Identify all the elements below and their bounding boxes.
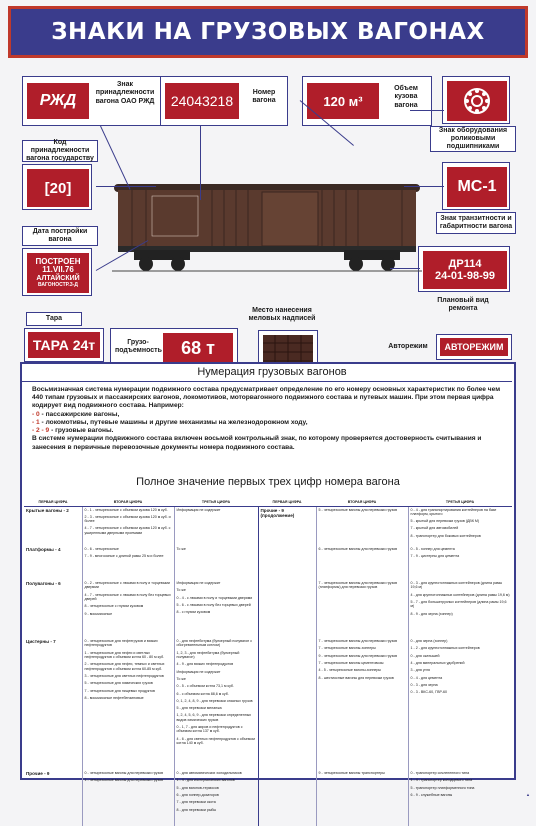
cell-line: 4 - 5 - четырехосные вагоны-хопперы — [318, 668, 381, 673]
cell-line: 0 - 1, 7 - для жиров и нефтепродуктов с объемом котла 137 м куб. — [176, 725, 243, 734]
cell-line: 5 - 7 - для большегрузных контейнеров (длина рамы 19,6 м) — [410, 599, 507, 609]
cell-line: 8 - для перевозки рыбы — [176, 807, 217, 812]
table-cell — [82, 638, 174, 770]
state-label: Код принадлежности вагона государству — [22, 140, 98, 162]
cell-line: 4 - 6 - для светлых нефтепродуктов с объемом котла 140 м куб. — [176, 736, 255, 745]
item-text: - локомотивы, путевые машины и другие механизмы на железнодорожном ходу, — [39, 418, 308, 426]
table-cell — [316, 770, 408, 826]
table-cell — [316, 580, 408, 638]
cell-line: То же — [176, 547, 186, 551]
numbering-item-0 — [32, 411, 507, 419]
page-title: ЗНАКИ НА ГРУЗОВЫХ ВАГОНАХ — [51, 19, 485, 45]
bearing-icon — [462, 86, 492, 116]
autoregime-label: Авторежим — [388, 342, 428, 350]
capacity-value: 68 т — [163, 333, 233, 363]
table-cell — [82, 770, 174, 826]
cell-line: 0 - 4 - для цемента — [410, 675, 443, 680]
state-panel — [22, 164, 92, 210]
cell-line: 0 - для нефтебитума (бункерный полувагон с обогревательным котлом) — [176, 639, 253, 648]
built-label: Дата постройки вагона — [22, 226, 98, 246]
stamp-label: Место нанесения меловых надписей — [248, 306, 316, 322]
cell-line: 1, 2, 3 - для нефтебитума (бункерный полувагон) — [176, 650, 240, 659]
cell-line: 6 - для хоппер-дозаторов — [176, 792, 219, 797]
table-cell — [316, 546, 408, 580]
item-code: - 1 — [32, 418, 40, 426]
wagon-bogies — [134, 250, 400, 271]
table-row — [24, 580, 512, 638]
repair-line-1: ДР114 — [448, 257, 482, 270]
autoregime-value: АВТОРЕЖИМ — [440, 338, 508, 356]
bearing-label: Знак оборудования роликовыми подшипниками — [430, 126, 516, 152]
cell-line: 7 - четырехосные вагоны для перевозки грузов (платформы) для перевозки грузов — [318, 581, 398, 590]
table-cell — [258, 770, 316, 826]
table-cell: Прочие - 9 — [26, 771, 50, 776]
cell-line: 6 - 9 - служебные вагоны — [410, 792, 453, 797]
table-cell — [408, 506, 512, 546]
table-cell — [408, 546, 512, 580]
table-cell — [174, 770, 258, 826]
tare-panel — [24, 328, 104, 362]
cell-line: 3 - четырехосные для светлых нефтепродуктов — [84, 673, 164, 678]
built-line-2: 11.VII.76 — [42, 265, 74, 275]
cell-line: 7 - четырехосные вагоны для перевозки грузов — [318, 639, 398, 643]
built-panel — [22, 248, 92, 296]
table-cell: Цистерны - 7 — [26, 639, 56, 644]
numbering-outro: В системе нумерации подвижного состава включен восьмой контрольный знак, по которому проверяется достоверность считывания и занесения в первичные перевозочные документы номера подвижного состава. — [32, 435, 482, 451]
table-cell — [82, 546, 174, 580]
repair-panel — [418, 246, 510, 292]
col-header: ПЕРВАЯ ЦИФРА — [258, 498, 316, 506]
bearing-panel — [442, 76, 510, 124]
cell-line: То же — [176, 588, 186, 593]
rzd-logo-text: РЖД — [39, 92, 77, 109]
item-text: - грузовые вагоны. — [49, 427, 114, 435]
col-header: ТРЕТЬЯ ЦИФРА — [408, 498, 512, 506]
table-cell — [408, 770, 512, 826]
cell-line: 0 - для автоматических холодильников — [176, 771, 242, 775]
repair-plate — [423, 251, 507, 289]
leader-line — [200, 126, 201, 200]
cell-line: Информация не содержит — [176, 581, 221, 585]
cell-line: 9 - четырехосные вагоны для перевозки грузов — [318, 653, 398, 658]
leader-line — [96, 186, 156, 187]
table-cell — [174, 546, 258, 580]
tare-label: Тара — [26, 312, 82, 326]
cell-line: 6 - четырехосные вагоны для перевозки грузов — [318, 547, 398, 551]
repair-label: Плановый вид ремонта — [437, 296, 489, 312]
owner-panel — [22, 76, 162, 126]
cell-line: 0 - 3 - ВКС-60, ГВР-60 — [410, 690, 448, 695]
table-body — [24, 506, 512, 826]
cell-line: Информация не содержит — [176, 669, 221, 674]
numbering-intro: Восьмизначная система нумерации подвижного состава предусматривает определение по его номеру основных характеристик по более чем 440 типам грузовых и пассажирских вагонов, локомотивов, моторвагонного подвижного состава и путевых машин. При этом первая цифра кодирует вид подвижного состава. Например: — [32, 386, 501, 410]
volume-label: Объем кузова вагона — [394, 85, 418, 109]
cell-line: 2 - 3 - четырехосные с объемом кузова 120 м куб. и более — [84, 514, 171, 524]
cell-line: 4 - 9 - для вязких нефтепродуктов — [176, 662, 234, 667]
transit-label: Знак транзитности и габаритности вагона — [436, 212, 516, 234]
cell-line: 0, 1, 2, 4, 8, 9 - для перевозки опасных грузов — [176, 698, 253, 703]
cell-line: 7 - четырехосные вагоны-хопперы — [318, 646, 376, 651]
cell-line: 1, 2, 4, 5, 6, 9 - для перевозки определенных видов химических грузов — [176, 713, 252, 722]
built-line-4: ВАГОНОСТР.З-Д — [37, 281, 78, 288]
cell-line: 0 - для зерна (хоппер) — [410, 639, 448, 643]
cell-line: Информация не содержит — [176, 507, 221, 512]
cell-line: 1 - 4 - транспортер колодцевого типа — [410, 778, 473, 783]
cell-line: 0 - 4 - с люками в полу и торцевыми дверями — [176, 595, 253, 600]
rzd-logo — [27, 83, 89, 119]
cell-line: 0 - четырехосные для нефтегрузов и вязких нефтепродуктов — [84, 639, 158, 648]
cell-line: 0 - транспортер сочлененного типа — [410, 771, 470, 775]
table-cell: Полувагоны - 6 — [26, 581, 61, 586]
cell-line: 4 - для минеральных удобрений — [410, 660, 465, 665]
autoregime-panel — [436, 334, 512, 360]
cell-line: 4 - 7 - четырехосные с объемом кузова 120 м куб. с уширенными дверными проемами — [84, 526, 171, 535]
table-title: Полное значение первых трех цифр номера вагона — [136, 476, 400, 488]
bearing-sign — [447, 81, 507, 121]
state-code: [20] — [27, 169, 89, 207]
boxcar-illustration — [112, 180, 422, 272]
cell-line: 5 - транспортер платформенного типа — [410, 785, 475, 790]
table-cell — [316, 506, 408, 546]
transit-sign: МС-1 — [447, 167, 507, 207]
cell-line: 5 - крытый для перевозки грузов (ДВК М) — [410, 519, 480, 524]
title-banner — [8, 6, 528, 58]
cell-line: 3 - для угля — [410, 668, 430, 673]
cell-line: 0 - 4 - для транспортирования контейнеров на базе платформ, крытого — [410, 507, 497, 516]
item-code: - 2 - 9 — [32, 427, 50, 435]
cell-line: 5 - четырехосные для химических грузов — [84, 681, 153, 686]
cell-line: 9 - восьмиосные — [84, 611, 113, 616]
cell-line: 7 - крытый для автомобилей — [410, 526, 459, 531]
numbering-item-1 — [32, 419, 507, 427]
cell-line: 7 - четырехосные для пищевых продуктов — [84, 688, 155, 693]
table-row — [24, 770, 512, 826]
table-cell — [408, 638, 512, 770]
table-cell — [82, 506, 174, 546]
cell-line: 7 - четырехосные вагоны цементовозы — [318, 660, 384, 665]
table-header-row — [24, 498, 512, 506]
leader-line — [390, 268, 420, 269]
owner-label: Знак принадлежности вагона ОАО РЖД — [95, 81, 155, 105]
table-row — [24, 506, 512, 546]
cell-line: 0 - для окатышей — [410, 653, 440, 658]
table-cell: Крытые вагоны - 2 — [26, 507, 69, 513]
cell-line: 1 - 4 - для изотермических вагонов — [176, 778, 235, 783]
digit-table — [24, 498, 512, 826]
cell-line: 0 - 3 - для крупнотоннажных контейнеров (длина рамы 19,6 м) — [410, 581, 503, 590]
leader-line — [404, 186, 444, 187]
cell-line: 8 - с глухим кузовом — [176, 610, 211, 615]
cell-line: 7 - для перевозки скота — [176, 800, 216, 805]
built-line-3: АЛТАЙСКИЙ — [36, 275, 80, 283]
table-cell — [258, 546, 316, 580]
wagon-number: 24043218 — [165, 83, 239, 119]
cell-line: 0 - 2 - четырехосные с люками в полу и торцевыми дверями — [84, 581, 170, 590]
item-code: - 0 — [32, 410, 40, 418]
cell-line: 8 - шестиосные вагоны для перевозки грузов — [318, 675, 394, 680]
col-header: ВТОРАЯ ЦИФРА — [82, 498, 174, 506]
cell-line: 5 - четырехосные вагоны для перевозки грузов — [318, 507, 398, 512]
cell-line: 1 - 2 - для крупнотоннажных контейнеров — [410, 646, 480, 651]
col-header: ПЕРВАЯ ЦИФРА — [24, 498, 82, 506]
cell-line: 8 - восьмиосные нефтебензиновые — [84, 695, 144, 700]
repair-line-2: 24-01-98-99 — [435, 270, 495, 282]
numbering-title: Нумерация грузовых вагонов — [197, 366, 347, 378]
table-cell — [316, 638, 408, 770]
cell-line: 8 - транспортер для боковых контейнеров — [410, 533, 481, 538]
number-label: Номер вагона — [252, 89, 276, 105]
built-line-1: ПОСТРОЕН — [35, 256, 81, 266]
table-cell: Прочие - 9 (продолжение) — [258, 506, 316, 546]
item-text: - пассажирские вагоны, — [39, 410, 120, 418]
table-cell: Платформы - 4 — [26, 547, 61, 552]
cell-line: 5 - для перевозки меланжа — [176, 706, 222, 711]
cell-line: 1 - четырехосные для нефти и светлых нефтепродуктов с объемом котла 60 - 80 м куб. — [84, 650, 165, 659]
table-cell — [82, 580, 174, 638]
table-row — [24, 546, 512, 580]
built-plate — [27, 253, 89, 293]
cell-line: 0 - 1 - четырехосные с объемом кузова 120 м куб. — [84, 507, 168, 512]
cell-line: 0 - четырехосные вагоны для перевозки грузов — [84, 771, 164, 775]
volume-value: 120 м³ — [307, 83, 379, 119]
table-cell — [258, 638, 316, 770]
numbering-text — [32, 386, 507, 452]
cell-line: 0 - 5 - с объемом котла 73,1 м куб. — [176, 684, 234, 689]
table-cell — [408, 580, 512, 638]
table-cell — [174, 638, 258, 770]
cell-line: 7 - 9 - многоосные с длиной рамы 25 м и более — [84, 554, 164, 559]
table-cell — [174, 580, 258, 638]
publisher-mark: ▲ — [526, 792, 530, 797]
col-header: ТРЕТЬЯ ЦИФРА — [174, 498, 258, 506]
cell-line: 1 - четырехосные вагоны для перевозки грузов — [84, 778, 164, 783]
table-cell — [258, 580, 316, 638]
numbering-section — [20, 362, 516, 812]
table-cell — [174, 506, 258, 546]
cell-line: 7 - 9 - цистерны для цемента — [410, 554, 460, 559]
table-row — [24, 638, 512, 770]
cell-line: 4 - 7 - четырехосные с люками в полу без торцевых дверей — [84, 592, 171, 601]
number-panel — [160, 76, 288, 126]
cell-line: 0 - 6 - четырехосные — [84, 547, 119, 551]
leader-line — [410, 110, 444, 111]
capacity-label: Грузо-подъемность — [115, 339, 162, 355]
tare-value: ТАРА 24т — [28, 332, 100, 358]
cell-line: 8 - 9 - для зерна (хоппер) — [410, 611, 453, 616]
cell-line: 9 - четырехосные вагоны транспортеры — [318, 771, 385, 775]
cell-line: 2 - четырехосные для нефти, темных и светлых нефтепродуктов с объемом котла 60-85 м куб. — [84, 662, 165, 671]
cell-line: 6 - с объемом котла 88,6 м куб. — [176, 691, 229, 696]
cell-line: 5 - для вагонов-термосов — [176, 785, 219, 790]
transit-panel — [442, 162, 510, 210]
cell-line: 0 - 3 - для зерна — [410, 682, 438, 687]
cell-line: 8 - четырехосные с глухим кузовом — [84, 604, 144, 609]
wagon-door — [262, 192, 318, 246]
cell-line: 0 - 5 - хоппер для цемента — [410, 547, 455, 551]
cell-line: То же — [176, 676, 186, 681]
col-header: ВТОРАЯ ЦИФРА — [316, 498, 408, 506]
cell-line: 4 - для крупнотоннажных контейнеров (длина рамы 19,6 м) — [410, 592, 510, 597]
cell-line: 5 - 6 - с люками в полу без торцевых дверей — [176, 602, 251, 607]
